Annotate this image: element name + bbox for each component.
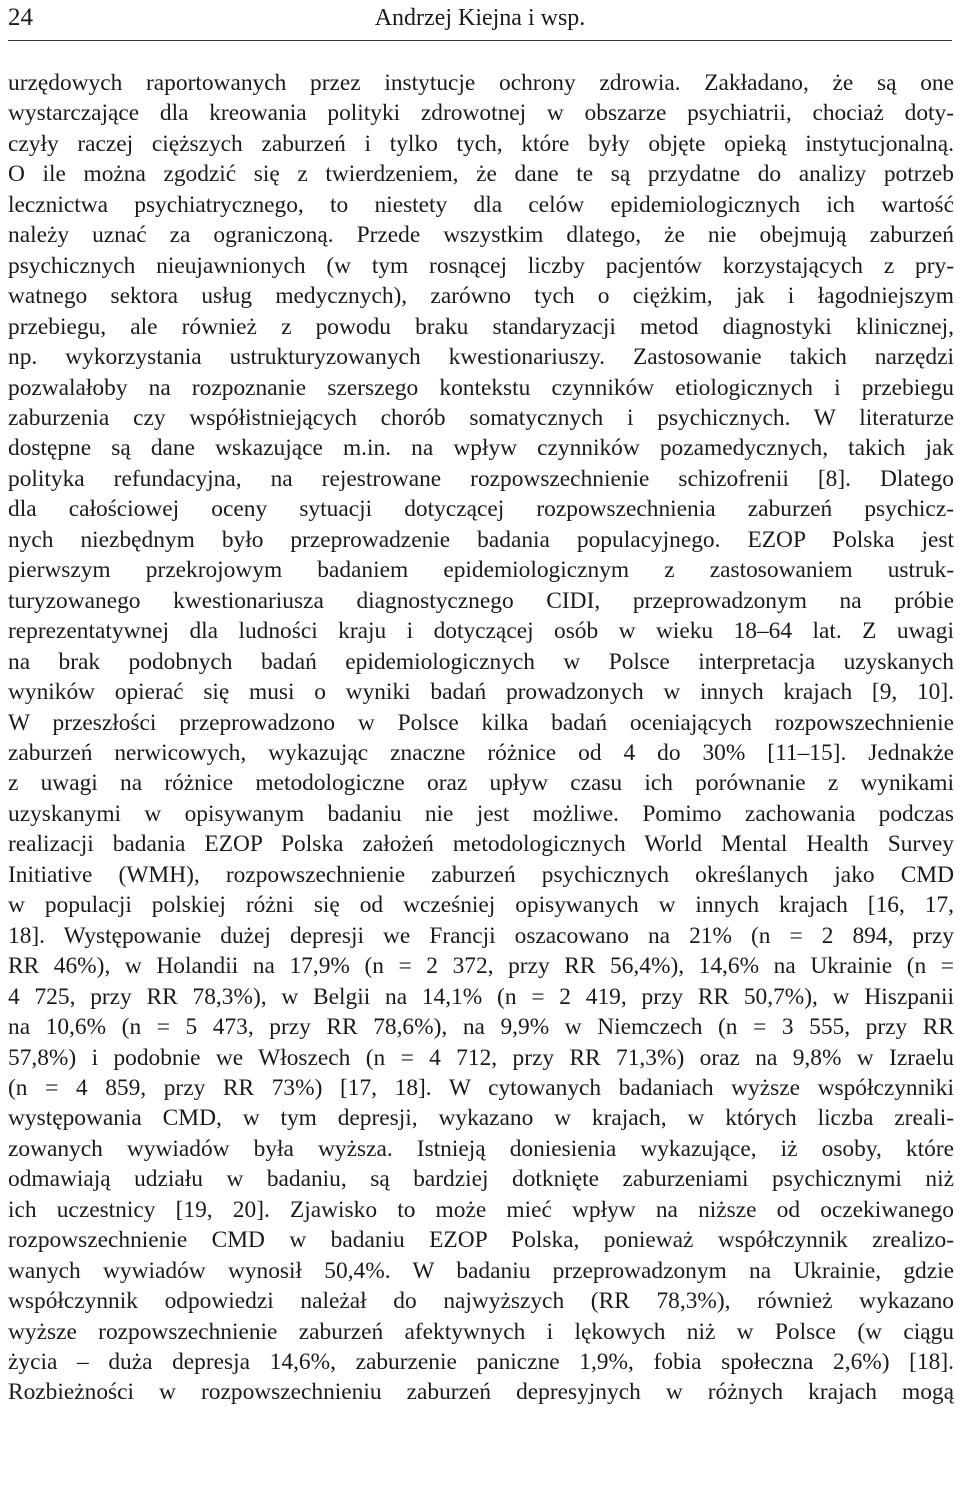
header-authors: Andrzej Kiejna i wsp. [374, 5, 586, 31]
text-line: przebiegu, ale również z powodu braku standaryzacji metod diagnostyki klinicznej, [8, 313, 954, 340]
text-line: turyzowanego kwestionariusza diagnostycznego CIDI, przeprowadzonym na próbie [8, 587, 954, 614]
text-line: polityka refundacyjna, na rejestrowane rozpowszechnienie schizofrenii [8]. Dlatego [8, 465, 954, 492]
text-line: wystarczające dla kreowania polityki zdrowotnej w obszarze psychiatrii, chociaż doty- [8, 100, 954, 127]
text-line: zowanych wywiadów była wyższa. Istnieją doniesienia wykazujące, iż osoby, które [8, 1135, 954, 1162]
text-line: dla całościowej oceny sytuacji dotyczącej rozpowszechnienia zaburzeń psychicz- [8, 496, 954, 523]
text-line: W przeszłości przeprowadzono w Polsce kilka badań oceniających rozpowszechnienie [8, 709, 954, 736]
text-line: na brak podobnych badań epidemiologicznych w Polsce interpretacja uzyskanych [8, 648, 954, 675]
text-line: (n = 4 859, przy RR 73%) [17, 18]. W cytowanych badaniach wyższe współczynniki [8, 1074, 954, 1101]
text-line: lecznictwa psychiatrycznego, to niestety dla celów epidemiologicznych ich wartość [8, 191, 954, 218]
text-line: np. wykorzystania ustrukturyzowanych kwestionariuszy. Zastosowanie takich narzędzi [8, 344, 954, 371]
text-line: ich uczestnicy [19, 20]. Zjawisko to może mieć wpływ na niższe od oczekiwanego [8, 1196, 954, 1223]
text-line: pierwszym przekrojowym badaniem epidemiologicznym z zastosowaniem ustruk- [8, 557, 954, 584]
text-line: współczynnik odpowiedzi należał do najwyższych (RR 78,3%), również wykazano [8, 1288, 954, 1315]
text-line: odmawiają udziału w badaniu, są bardziej dotknięte zaburzeniami psychicznymi niż [8, 1166, 954, 1193]
text-line: realizacji badania EZOP Polska założeń metodologicznych World Mental Health Survey [8, 831, 954, 858]
text-line: życia – duża depresja 14,6%, zaburzenie paniczne 1,9%, fobia społeczna 2,6%) [18]. [8, 1349, 954, 1376]
text-line: 18]. Występowanie dużej depresji we Francji oszacowano na 21% (n = 2 894, przy [8, 922, 954, 949]
text-line: wyników opierać się musi o wyniki badań prowadzonych w innych krajach [9, 10]. [8, 679, 954, 706]
text-line: rozpowszechnienie CMD w badaniu EZOP Polska, ponieważ współczynnik zrealizo- [8, 1227, 954, 1254]
text-line: występowania CMD, w tym depresji, wykazano w krajach, w których liczba zreali- [8, 1105, 954, 1132]
text-line: z uwagi na różnice metodologiczne oraz upływ czasu ich porównanie z wynikami [8, 770, 954, 797]
body-paragraph [8, 68, 954, 1408]
text-line: Rozbieżności w rozpowszechnieniu zaburzeń depresyjnych w różnych krajach mogą [8, 1379, 954, 1406]
text-line: Initiative (WMH), rozpowszechnienie zaburzeń psychicznych określanych jako CMD [8, 861, 954, 888]
text-line: w populacji polskiej różni się od wcześniej opisywanych w innych krajach [16, 17, [8, 892, 954, 919]
text-line: uzyskanymi w opisywanym badaniu nie jest możliwe. Pomimo zachowania podczas [8, 800, 954, 827]
page-number: 24 [8, 4, 33, 31]
text-line: urzędowych raportowanych przez instytucje ochrony zdrowia. Zakładano, że są one [8, 70, 954, 96]
text-line: dostępne są dane wskazujące m.in. na wpływ czynników pozamedycznych, takich jak [8, 435, 954, 462]
text-line: należy uznać za ograniczoną. Przede wszystkim dlatego, że nie obejmują zaburzeń [8, 222, 954, 249]
text-line: wyższe rozpowszechnienie zaburzeń afektywnych i lękowych niż w Polsce (w ciągu [8, 1318, 954, 1345]
text-line: pozwalałoby na rozpoznanie szerszego kontekstu czynników etiologicznych i przebiegu [8, 374, 954, 401]
text-line: na 10,6% (n = 5 473, przy RR 78,6%), na 9,9% w Niemczech (n = 3 555, przy RR [8, 1014, 954, 1041]
text-line: zaburzeń nerwicowych, wykazując znaczne różnice od 4 do 30% [11–15]. Jednakże [8, 739, 954, 766]
text-line: 4 725, przy RR 78,3%), w Belgii na 14,1% (n = 2 419, przy RR 50,7%), w Hiszpanii [8, 983, 954, 1010]
text-line: psychicznych nieujawnionych (w tym rosnącej liczby pacjentów korzystających z pry- [8, 252, 954, 279]
text-line: nych niezbędnym było przeprowadzenie badania populacyjnego. EZOP Polska jest [8, 526, 954, 553]
text-line: O ile można zgodzić się z twierdzeniem, że dane te są przydatne do analizy potrzeb [8, 161, 954, 188]
text-line: reprezentatywnej dla ludności kraju i dotyczącej osób w wieku 18–64 lat. Z uwagi [8, 618, 954, 645]
text-line: watnego sektora usług medycznych), zarówno tych o ciężkim, jak i łagodniejszym [8, 283, 954, 310]
text-line: 57,8%) i podobnie we Włoszech (n = 4 712, przy RR 71,3%) oraz na 9,8% w Izraelu [8, 1044, 954, 1071]
text-line: RR 46%), w Holandii na 17,9% (n = 2 372, przy RR 56,4%), 14,6% na Ukrainie (n = [8, 953, 954, 980]
text-line: czyły raczej cięższych zaburzeń i tylko tych, które były objęte opieką instytucjonalną. [8, 130, 954, 157]
running-header [8, 0, 952, 41]
text-line: wanych wywiadów wynosił 50,4%. W badaniu przeprowadzonym na Ukrainie, gdzie [8, 1257, 954, 1284]
text-line: zaburzenia czy współistniejących chorób somatycznych i psychicznych. W literaturze [8, 404, 954, 431]
